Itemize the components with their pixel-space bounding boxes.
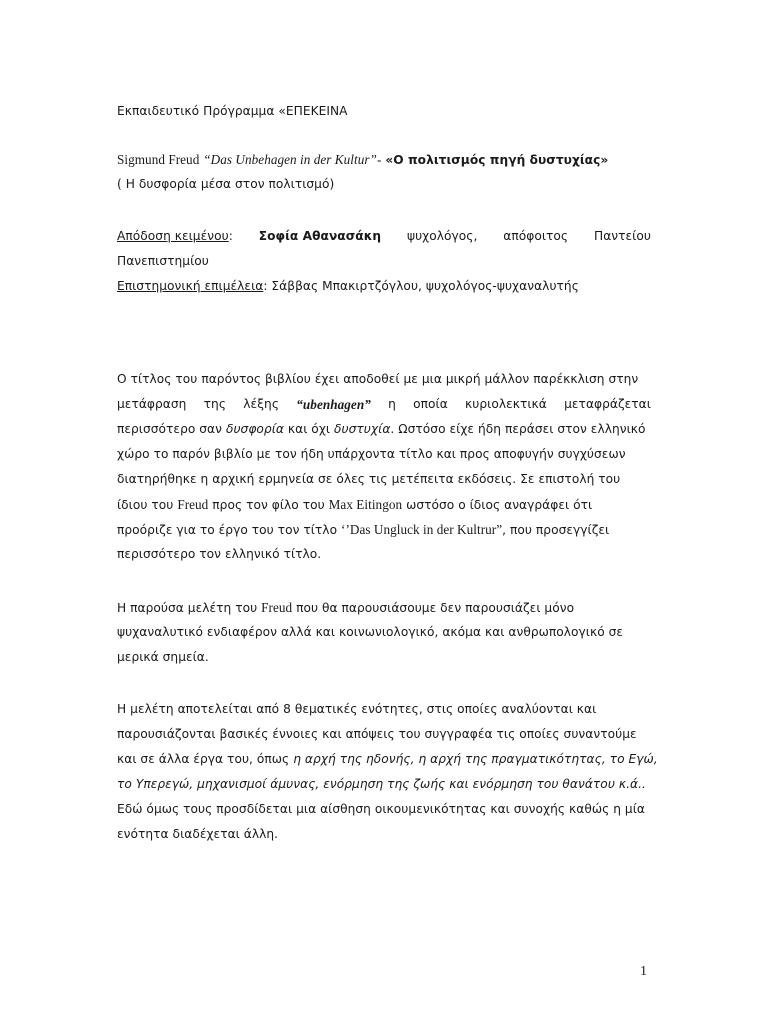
p2-text: που θα παρουσιάσουμε δεν παρουσιάζει μόνο (292, 601, 575, 615)
p1-word: κυριολεκτικά (465, 397, 547, 411)
p1-line-8: περισσότερο τον ελληνικό τίτλο. (117, 547, 322, 561)
p1-italic-dystyxia: δυστυχία (334, 422, 391, 436)
editing-credit (117, 279, 651, 293)
translator-desc-word: απόφοιτος (503, 229, 569, 243)
p1-word-ubenhagen: “ubenhagen” (296, 397, 371, 412)
p1-text: ωστόσο ο ίδιος αναγράφει ότι (402, 498, 593, 512)
p1-word: λέξης (243, 397, 280, 411)
p1-eitingon: Max Eitingon (328, 497, 403, 512)
translator-name: Σοφία Αθανασάκη (258, 229, 382, 243)
p1-freud: Freud (177, 497, 209, 512)
p1-text: , που προσεγγίζει (502, 523, 610, 537)
p3-line-4: το Υπερεγώ, μηχανισμοί άμυνας, ενόρμηση της ζωής και ενόρμηση του θανάτου κ.ά.. (117, 777, 646, 791)
p1-line-2 (117, 397, 651, 413)
greek-title: «Ο πολιτισμός πηγή δυστυχίας» (385, 153, 609, 167)
p2-line-3: μερικά σημεία. (117, 650, 209, 664)
p2-freud: Freud (261, 600, 293, 615)
p3-line-2: παρουσιάζονται βασικές έννοιες και απόψεις του συγγραφέα τις οποίες συναντούμε (117, 727, 637, 741)
p1-word: οποία (413, 397, 448, 411)
translator-desc-word: Παντείου (593, 229, 651, 243)
p1-text: προόριζε για το έργο του τον τίτλο (117, 523, 342, 537)
p1-line-1: Ο τίτλος του παρόντος βιβλίου έχει αποδοθεί με μια μικρή μάλλον παρέκκλιση στην (117, 372, 639, 386)
p2-line-2: ψυχαναλυτικό ενδιαφέρον αλλά και κοινωνιολογικό, ακόμα και ανθρωπολογικό σε (117, 625, 624, 639)
german-title: “Das Unbehagen in der Kultur” (203, 152, 377, 167)
program-title: Εκπαιδευτικό Πρόγραμμα «ΕΠΕΚΕΙΝΑ (117, 104, 348, 118)
p3-line-5: Εδώ όμως τους προσδίδεται μια αίσθηση οικουμενικότητας και συνοχής καθώς η μία (117, 802, 645, 816)
title-dash: - (376, 152, 382, 167)
p1-text: και όχι (283, 422, 335, 436)
p1-word: μεταφράζεται (564, 397, 651, 411)
translation-credit (117, 229, 651, 243)
translation-label-group: Απόδοση κειμένου: (117, 229, 233, 243)
book-title-line (117, 152, 651, 168)
editing-value: : Σάββας Μπακιρτζόγλου, ψυχολόγος-ψυχαναλυτής (263, 279, 579, 293)
p1-italic-dysforia: δυσφορία (225, 422, 284, 436)
editing-label: Επιστημονική επιμέλεια (117, 279, 264, 293)
p1-line-3 (117, 422, 651, 436)
p1-line-5: διατηρήθηκε η αρχική ερμηνεία σε όλες τις μετέπειτα εκδόσεις. Σε επιστολή του (117, 472, 621, 486)
p2-text: Η παρούσα μελέτη του (117, 601, 262, 615)
p3-line-3 (117, 752, 658, 766)
p1-text: . Ωστόσο είχε ήδη περάσει στον ελληνικό (390, 422, 646, 436)
p1-word: μετάφραση (117, 397, 187, 411)
p1-line-6 (117, 497, 651, 513)
p1-word: η (388, 397, 396, 411)
author-name: Sigmund Freud (117, 152, 200, 167)
p1-german-alt-title: ‘’Das Ungluck in der Kultrur” (341, 522, 503, 537)
p3-line-6: ενότητα διαδέχεται άλλη. (117, 827, 279, 841)
p1-line-4: χώρο το παρόν βιβλίο με τον ήδη υπάρχοντα τίτλο και προς αποφυγήν συγχύσεων (117, 447, 626, 461)
translator-desc-word: ψυχολόγος, (406, 229, 478, 243)
p1-text: ίδιου του (117, 498, 178, 512)
p3-text: και σε άλλα έργα του, όπως (117, 752, 294, 766)
translator-desc-cont: Πανεπιστημίου (117, 254, 209, 268)
p3-italic-concepts: η αρχή της ηδονής, η αρχή της πραγματικότητας, το Εγώ, (293, 752, 658, 766)
page-number: 1 (640, 964, 647, 979)
p1-word: της (203, 397, 227, 411)
translation-label: Απόδοση κειμένου (117, 229, 229, 243)
p3-line-1: Η μελέτη αποτελείται από 8 θεματικές ενότητες, στις οποίες αναλύονται και (117, 702, 597, 716)
p1-line-7 (117, 522, 651, 538)
p1-text: προς τον φίλο του (208, 498, 329, 512)
p2-line-1 (117, 600, 651, 616)
subtitle: ( Η δυσφορία μέσα στον πολιτισμό) (117, 177, 335, 191)
p1-text: περισσότερο σαν (117, 422, 226, 436)
